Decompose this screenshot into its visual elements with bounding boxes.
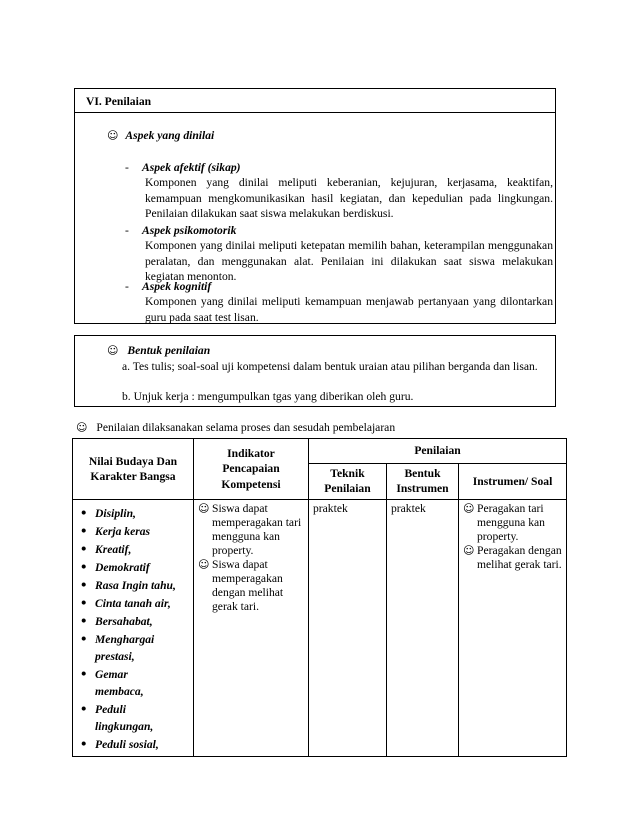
list-item: • Cinta tanah air, [77,595,189,612]
list-item: • Demokratif [77,559,189,576]
smiley-icon: ☺ [463,501,475,515]
note-text: Penilaian dilaksanakan selama proses dan sesudah pembelajaran [96,421,396,434]
aspect-psikomotorik [125,223,553,285]
bentuk-item-b: b. Unjuk kerja : mengumpulkan tgas yang diberikan oleh guru. [122,390,414,403]
list-item: • Menghargai prestasi, [77,631,165,665]
instrumen-text: Peragakan dengan melihat gerak tari. [477,543,562,571]
header-bentuk: Bentuk Instrumen [387,464,459,500]
penilaian-note [76,420,395,436]
header-instrumen: Instrumen/ Soal [459,464,567,500]
smiley-icon: ☺ [76,421,88,434]
smiley-icon: ☺ [107,344,119,357]
aspek-heading [107,128,214,144]
dash-marker: - [125,161,129,174]
smiley-icon: ☺ [198,557,210,571]
cell-indikator [194,499,309,756]
list-item: • Disiplin, [77,505,189,522]
penilaian-box [74,88,556,324]
instrumen-item [463,502,565,544]
bentuk-heading [107,343,210,359]
indikator-text: Siswa dapat memperagakan tari mengguna kan property. [212,501,302,557]
list-item: • Gemar membaca, [77,666,155,700]
bentuk-penilaian-box [74,335,556,407]
aspect-title: Aspek kognitif [142,280,212,293]
aspect-title: Aspek afektif (sikap) [142,161,241,174]
list-item: • Kreatif, [77,541,189,558]
instrumen-text: Peragakan tari mengguna kan property. [477,501,545,543]
list-item: • Bersahabat, [77,613,189,630]
list-item: • Kerja keras [77,523,189,540]
aspect-desc: Komponen yang dinilai meliputi keberanian, kejujuran, kerjasama, keaktifan, kemampuan mengkomunikasikan hasil kegiatan, dan kepedulian pada lingkungan. Penilaian dilakukan saat siswa melakukan berdiskusi. [145,176,553,221]
indikator-item [198,558,302,614]
cell-bentuk: praktek [387,499,459,756]
list-item: • Peduli lingkungan, [77,701,165,735]
cell-teknik: praktek [309,499,387,756]
bentuk-heading-label: Bentuk penilaian [127,344,211,357]
aspek-heading-label: Aspek yang dinilai [125,129,215,142]
header-nilai: Nilai Budaya Dan Karakter Bangsa [73,439,194,500]
indikator-text: Siswa dapat memperagakan dengan melihat gerak tari. [212,557,284,613]
bentuk-item-a: a. Tes tulis; soal-soal uji kompetensi dalam bentuk uraian atau pilihan berganda dan lisan. [122,360,538,373]
penilaian-table [72,438,567,757]
list-item: • Peduli sosial, [77,736,189,753]
dash-marker: - [125,224,129,237]
list-item: • Rasa Ingin tahu, [77,577,189,594]
smiley-icon: ☺ [198,501,210,515]
smiley-icon: ☺ [463,543,475,557]
instrumen-item [463,544,565,572]
aspect-desc: Komponen yang dinilai meliputi ketepatan memilih bahan, keterampilan menggunakan peralatan, dan menggunakan alat. Penilaian ini dilakukan saat siswa melakukan kegiatan menonton. [145,239,553,284]
dash-marker: - [125,280,129,293]
indikator-item [198,502,302,558]
header-teknik: Teknik Penilaian [309,464,387,500]
cell-nilai [73,499,194,756]
header-indikator: Indikator Pencapaian Kompetensi [194,439,309,500]
aspect-kognitif [125,279,553,325]
aspect-afektif [125,160,553,222]
section-title: VI. Penilaian [86,95,152,108]
header-penilaian: Penilaian [309,439,567,464]
smiley-icon: ☺ [107,129,119,142]
aspect-title: Aspek psikomotorik [142,224,237,237]
cell-instrumen [459,499,567,756]
aspect-desc: Komponen yang dinilai meliputi kemampuan menjawab pertanyaan yang dilontarkan guru pada saat test lisan. [145,295,553,324]
nilai-list [77,505,189,753]
section-header [75,89,555,113]
